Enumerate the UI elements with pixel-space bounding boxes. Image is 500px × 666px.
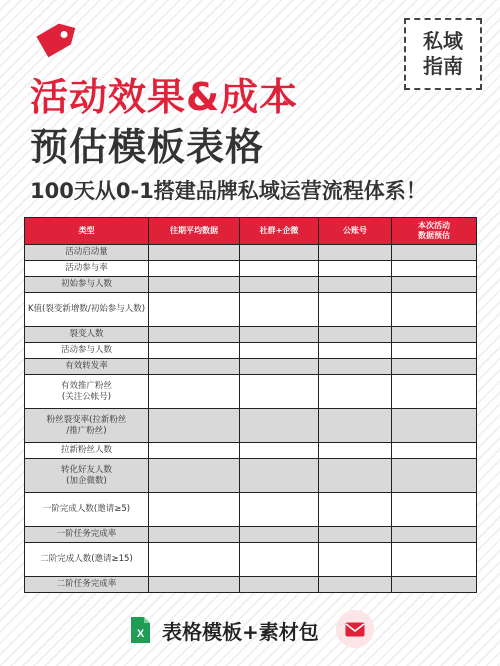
table-row bbox=[25, 327, 477, 343]
table-row bbox=[25, 409, 477, 443]
table-header-row bbox=[25, 218, 477, 245]
row-label: 转化好友人数 (加企微数) bbox=[25, 459, 149, 493]
empty-cell[interactable] bbox=[392, 527, 477, 543]
empty-cell[interactable] bbox=[149, 493, 240, 527]
row-label: 二阶完成人数(邀请≥15) bbox=[25, 543, 149, 577]
empty-cell[interactable] bbox=[149, 527, 240, 543]
empty-cell[interactable] bbox=[392, 261, 477, 277]
empty-cell[interactable] bbox=[319, 409, 392, 443]
empty-cell[interactable] bbox=[319, 459, 392, 493]
column-header-3: 公账号 bbox=[319, 218, 392, 245]
row-label: 裂变人数 bbox=[25, 327, 149, 343]
empty-cell[interactable] bbox=[240, 327, 319, 343]
empty-cell[interactable] bbox=[149, 577, 240, 593]
svg-text:X: X bbox=[136, 628, 145, 640]
row-label: 活动启动量 bbox=[25, 245, 149, 261]
empty-cell[interactable] bbox=[319, 261, 392, 277]
empty-cell[interactable] bbox=[240, 459, 319, 493]
empty-cell[interactable] bbox=[392, 277, 477, 293]
empty-cell[interactable] bbox=[319, 493, 392, 527]
empty-cell[interactable] bbox=[392, 293, 477, 327]
empty-cell[interactable] bbox=[319, 343, 392, 359]
empty-cell[interactable] bbox=[149, 409, 240, 443]
empty-cell[interactable] bbox=[240, 409, 319, 443]
empty-cell[interactable] bbox=[149, 327, 240, 343]
estimate-table bbox=[24, 217, 477, 593]
empty-cell[interactable] bbox=[240, 443, 319, 459]
empty-cell[interactable] bbox=[392, 343, 477, 359]
empty-cell[interactable] bbox=[319, 443, 392, 459]
empty-cell[interactable] bbox=[240, 527, 319, 543]
badge-line-1: 私域 bbox=[423, 29, 463, 53]
empty-cell[interactable] bbox=[392, 359, 477, 375]
table-row bbox=[25, 543, 477, 577]
column-header-0: 类型 bbox=[25, 218, 149, 245]
title-line-2: 预估模板表格 bbox=[30, 125, 265, 169]
empty-cell[interactable] bbox=[240, 293, 319, 327]
row-label: 二阶任务完成率 bbox=[25, 577, 149, 593]
table-body bbox=[25, 245, 477, 593]
subtitle: 100天从0-1搭建品牌私域运营流程体系！ bbox=[30, 179, 427, 203]
table-row bbox=[25, 293, 477, 327]
empty-cell[interactable] bbox=[319, 375, 392, 409]
empty-cell[interactable] bbox=[319, 359, 392, 375]
table-row bbox=[25, 343, 477, 359]
row-label: 活动参与人数 bbox=[25, 343, 149, 359]
empty-cell[interactable] bbox=[240, 343, 319, 359]
tag-icon bbox=[32, 16, 84, 60]
empty-cell[interactable] bbox=[319, 277, 392, 293]
empty-cell[interactable] bbox=[319, 327, 392, 343]
empty-cell[interactable] bbox=[149, 359, 240, 375]
table-row bbox=[25, 459, 477, 493]
empty-cell[interactable] bbox=[319, 543, 392, 577]
excel-icon bbox=[128, 616, 152, 644]
empty-cell[interactable] bbox=[240, 261, 319, 277]
empty-cell[interactable] bbox=[149, 375, 240, 409]
private-domain-guide-badge bbox=[404, 18, 482, 90]
empty-cell[interactable] bbox=[240, 359, 319, 375]
empty-cell[interactable] bbox=[392, 459, 477, 493]
row-label: 粉丝裂变率(拉新粉丝 /推广粉丝) bbox=[25, 409, 149, 443]
row-label: K值(裂变新增数/初始参与人数) bbox=[25, 293, 149, 327]
empty-cell[interactable] bbox=[392, 443, 477, 459]
row-label: 有效推广粉丝 (关注公帐号) bbox=[25, 375, 149, 409]
row-label: 一阶完成人数(邀请≥5) bbox=[25, 493, 149, 527]
table-row bbox=[25, 577, 477, 593]
empty-cell[interactable] bbox=[392, 409, 477, 443]
mail-button[interactable] bbox=[336, 610, 374, 648]
row-label: 一阶任务完成率 bbox=[25, 527, 149, 543]
row-label: 拉新粉丝人数 bbox=[25, 443, 149, 459]
empty-cell[interactable] bbox=[149, 277, 240, 293]
table-row bbox=[25, 493, 477, 527]
table-row bbox=[25, 359, 477, 375]
empty-cell[interactable] bbox=[149, 261, 240, 277]
empty-cell[interactable] bbox=[240, 493, 319, 527]
empty-cell[interactable] bbox=[319, 293, 392, 327]
table-row bbox=[25, 245, 477, 261]
mail-icon bbox=[345, 622, 365, 637]
table-row bbox=[25, 375, 477, 409]
empty-cell[interactable] bbox=[149, 459, 240, 493]
empty-cell[interactable] bbox=[240, 375, 319, 409]
table-row bbox=[25, 261, 477, 277]
empty-cell[interactable] bbox=[149, 543, 240, 577]
empty-cell[interactable] bbox=[392, 577, 477, 593]
table-row bbox=[25, 443, 477, 459]
empty-cell[interactable] bbox=[149, 245, 240, 261]
empty-cell[interactable] bbox=[392, 493, 477, 527]
empty-cell[interactable] bbox=[240, 245, 319, 261]
empty-cell[interactable] bbox=[149, 343, 240, 359]
table-row bbox=[25, 527, 477, 543]
column-header-2: 社群+企微 bbox=[240, 218, 319, 245]
badge-line-2: 指南 bbox=[423, 54, 463, 78]
table-row bbox=[25, 277, 477, 293]
empty-cell[interactable] bbox=[149, 443, 240, 459]
empty-cell[interactable] bbox=[392, 245, 477, 261]
empty-cell[interactable] bbox=[392, 375, 477, 409]
empty-cell[interactable] bbox=[149, 293, 240, 327]
row-label: 有效转发率 bbox=[25, 359, 149, 375]
column-header-4: 本次活动 数据预估 bbox=[392, 218, 477, 245]
empty-cell[interactable] bbox=[240, 277, 319, 293]
empty-cell[interactable] bbox=[319, 577, 392, 593]
column-header-1: 往期平均数据 bbox=[149, 218, 240, 245]
empty-cell[interactable] bbox=[240, 577, 319, 593]
empty-cell[interactable] bbox=[392, 543, 477, 577]
footer-text: 表格模板+素材包 bbox=[162, 620, 319, 644]
row-label: 活动参与率 bbox=[25, 261, 149, 277]
row-label: 初始参与人数 bbox=[25, 277, 149, 293]
empty-cell[interactable] bbox=[240, 543, 319, 577]
title-line-1: 活动效果&成本 bbox=[30, 75, 299, 119]
empty-cell[interactable] bbox=[319, 245, 392, 261]
empty-cell[interactable] bbox=[392, 327, 477, 343]
empty-cell[interactable] bbox=[319, 527, 392, 543]
